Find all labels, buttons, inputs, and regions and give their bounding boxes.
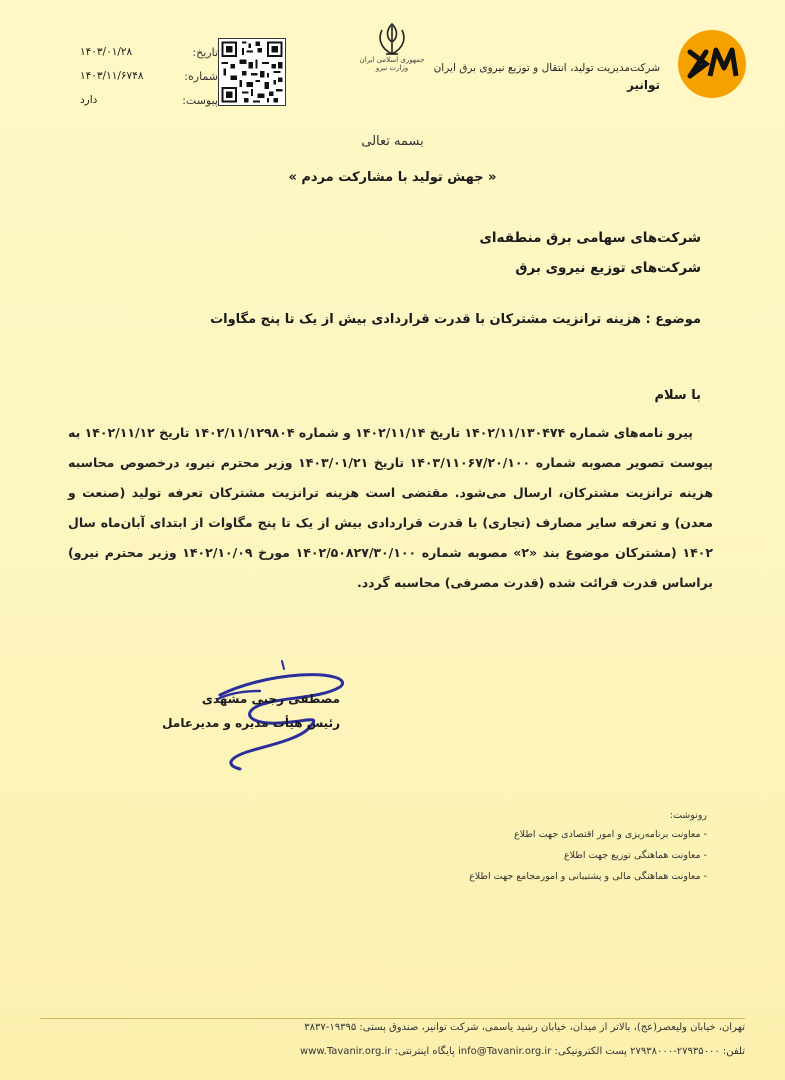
footer-address: تهران، خیابان ولیعصر(عج)، بالاتر از میدان، خیابان رشید یاسمی، شرکت توانیر، صندوق پستی: ۱۹۳۹۵-۳۸۳۷ <box>304 1022 745 1033</box>
handwritten-signature-icon <box>200 655 360 775</box>
footer-contacts: تلفن: ۲۷۹۳۵۰۰۰-۲۷۹۳۸۰۰۰ پست الکترونیکی: info@Tavanir.org.ir پایگاه اینترنتی: www.Tavanir.org.ir <box>300 1046 745 1057</box>
footer-divider <box>40 1018 745 1019</box>
cc-item: - معاونت هماهنگی مالی و پشتیبانی و امورمجامع جهت اطلاع <box>469 871 707 882</box>
iran-emblem-icon <box>372 20 412 60</box>
emblem-caption-ministry: وزارت نیرو <box>375 64 409 73</box>
date-value: ۱۴۰۳/۰۱/۲۸ <box>80 46 133 58</box>
emblem-caption <box>340 56 444 73</box>
attachment-value: دارد <box>80 94 98 106</box>
recipient-distribution-companies: شرکت‌های توزیع نیروی برق <box>515 260 701 276</box>
org-short-name: توانیر <box>626 78 660 92</box>
cc-item: - معاونت هماهنگی توزیع جهت اطلاع <box>563 850 707 861</box>
recipient-regional-companies: شرکت‌های سهامی برق منطقه‌ای <box>479 230 701 246</box>
carbon-copy-list <box>387 810 707 892</box>
tavanir-logo-icon <box>676 28 748 100</box>
qr-code-icon <box>218 38 286 106</box>
meta-date-row <box>80 40 218 64</box>
letter-subject: موضوع : هزینه ترانزیت مشترکان با قدرت قراردادی بیش از یک تا پنج مگاوات <box>210 312 701 327</box>
attachment-label: پیوست: <box>182 93 218 107</box>
bismillah: بسمه تعالی <box>361 134 424 149</box>
number-label: شماره: <box>184 69 218 83</box>
greeting: با سلام <box>654 388 701 403</box>
letter-meta <box>80 40 218 112</box>
signer-name: مصطفی رجبی مشهدی <box>201 692 340 706</box>
body-paragraph: پیرو نامه‌های شماره ۱۴۰۲/۱۱/۱۳۰۴۷۴ تاریخ ۱۴۰۲/۱۱/۱۴ و شماره ۱۴۰۲/۱۱/۱۲۹۸۰۴ تاریخ ۱۴۰۲/۱۱/۱۲ به پیوست تصویر مصوبه شماره ۱۴۰۳/۱۱۰۶۷/۲۰/۱۰۰ تاریخ ۱۴۰۳/۰۱/۲۱ وزیر محترم نیرو، درخصوص محاسبه هزینه ترانزیت مشترکان، ارسال می‌شود. مقتضی است هزینه ترانزیت مشترکان تعرفه تولید (صنعت و معدن) و تعرفه سایر مصارف (تجاری) با قدرت قراردادی بیش از یک تا پنج مگاوات از ابتدای آبان‌ماه سال ۱۴۰۲ (مشترکان موضوع بند «۲» مصوبه شماره ۱۴۰۲/۵۰۸۲۷/۳۰/۱۰۰ مورخ ۱۴۰۲/۱۰/۰۹ وزیر محترم نیرو) براساس قدرت قرائت شده (قدرت مصرفی) محاسبه گردد. <box>67 425 713 590</box>
signer-title: رئیس هیأت مدیره و مدیرعامل <box>162 716 340 730</box>
cc-item: - معاونت برنامه‌ریزی و امور اقتصادی جهت اطلاع <box>514 829 707 840</box>
cc-title: رونوشت: <box>669 810 707 821</box>
date-label: تاریخ: <box>192 45 218 59</box>
number-value: ۱۴۰۳/۱۱/۶۷۴۸ <box>80 70 144 82</box>
meta-attachment-row <box>80 88 218 112</box>
emblem-caption-country: جمهوری اسلامی ایران <box>359 56 425 64</box>
slogan: « جهش تولید با مشارکت مردم » <box>288 170 497 185</box>
org-name: شرکت‌مدیریت تولید، انتقال و توزیع نیروی برق ایران <box>433 62 660 74</box>
meta-number-row <box>80 64 218 88</box>
letter-body <box>68 418 713 598</box>
